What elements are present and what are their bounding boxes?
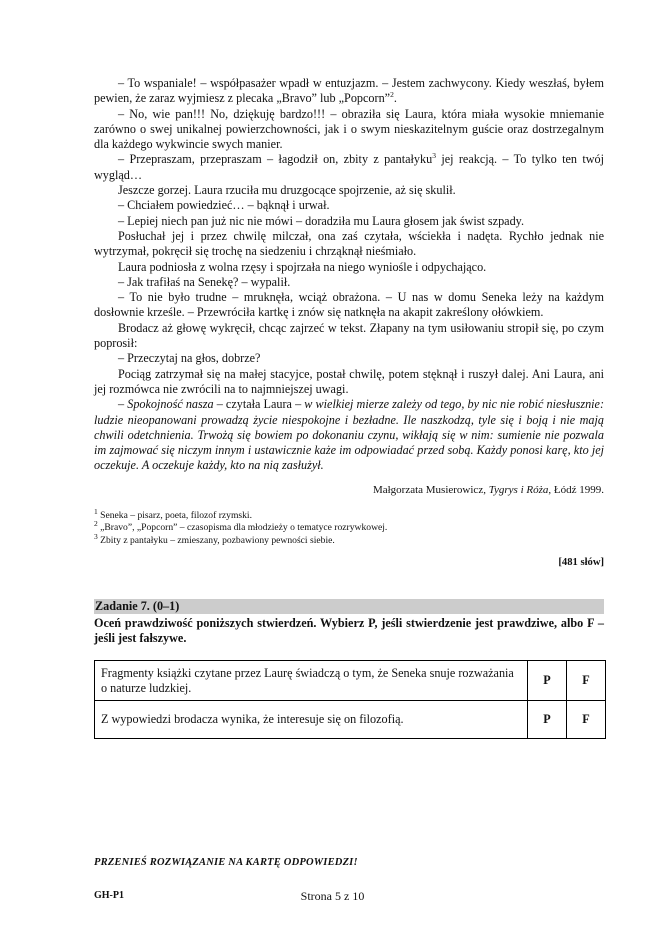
word-count: [481 słów]: [558, 557, 604, 569]
passage-paragraph: – To nie było trudne – mruknęła, wciąż obrażona. – U nas w domu Seneka leży na każdym dosłownie krześle. – Przewróciła kartkę i znów się natknęła na akapit zakreślony ołówkiem.: [94, 290, 604, 320]
passage-paragraph: Pociąg zatrzymał się na małej stacyjce, postał chwilę, potem stęknął i ruszył dalej. Ani Laura, ani jej rozmówca nie zwrócili na to najmniejszej uwagi.: [94, 366, 604, 396]
footnote: $^3$ Zbity z pantałyku – zmieszany, pozbawiony pewności siebie.: [94, 531, 335, 546]
table-row: [95, 661, 606, 701]
passage-paragraph: – Jak trafiłaś na Senekę? – wypalił.: [118, 274, 291, 289]
exam-code: GH-P1: [94, 890, 124, 901]
passage-paragraph: – To wspaniale! – współpasażer wpadł w entuzjazm. – Jestem zachwycony. Kiedy weszłaś, byłem pewien, że zaraz wyjmiesz z plecaka „Bravo” lub „Popcorn”$^2$.: [94, 76, 604, 106]
statement-cell: Z wypowiedzi brodacza wynika, że interesuje się on filozofią.: [95, 701, 528, 739]
option-f[interactable]: F: [567, 701, 606, 739]
page-number: Strona 5 z 10: [300, 889, 365, 903]
passage-paragraph: Jeszcze gorzej. Laura rzuciła mu druzgocące spojrzenie, aż się skulił.: [118, 183, 456, 198]
passage-paragraph: – Przepraszam, przepraszam – łagodził on, zbity z pantałyku$^3$ jej reakcją. – To tylko ten twój wygląd…: [94, 151, 605, 182]
footnote: $^1$ Seneka – pisarz, poeta, filozof rzymski.: [94, 506, 252, 522]
footnotes: [94, 506, 604, 547]
passage-paragraph: Laura podniosła z wolna rzęsy i spojrzała na niego wyniośle i odpychająco.: [118, 259, 487, 274]
passage-paragraph: – Przeczytaj na głos, dobrze?: [118, 351, 261, 366]
statement-cell: Fragmenty książki czytane przez Laurę świadczą o tym, że Seneka snuje rozważania o naturze ludzkiej.: [95, 661, 528, 701]
source-citation: Małgorzata Musierowicz, Tygrys i Róża, Łódź 1999.: [372, 483, 604, 496]
passage-paragraph: Brodacz aż głowę wykręcił, chcąc zajrzeć w tekst. Złapany na tym usiłowaniu stropił się, po czym poprosił:: [94, 320, 604, 351]
transfer-answer-note: PRZENIEŚ ROZWIĄZANIE NA KARTĘ ODPOWIEDZI!: [94, 857, 358, 868]
footnote: $^2$ „Bravo”, „Popcorn” – czasopisma dla młodzieży o tematyce rozrywkowej.: [94, 519, 388, 534]
option-f[interactable]: F: [567, 661, 606, 701]
table-row: [95, 701, 606, 739]
footnote-ref: 3: [432, 151, 436, 161]
footnote-ref: 2: [390, 90, 394, 100]
seneca-quote: – Spokojność nasza – czytała Laura – w wielkiej mierze zależy od tego, by nic nie robić niesłusznie: ludzie nieopanowani prowadzą życie niespokojne i bezładne. Ile naszkodzą, tyle się i boją i nie mają chwili odetchnienia. Trwożą się bowiem po dokonaniu czynu, wikłają się w nim: sumienie nie pozwala im zajmować się niczym innym i ustawicznie każe im odpowiadać przed sobą. Każdy ponosi karę, kto jej oczekuje. A oczekuje każdy, kto na nią zasłużył.: [94, 397, 605, 473]
true-false-table: [94, 660, 606, 739]
task-instruction: Oceń prawdziwość poniższych stwierdzeń. Wybierz P, jeśli stwierdzenie jest prawdziwe, albo F – jeśli jest fałszywe.: [94, 616, 604, 646]
passage-paragraph: – Chciałem powiedzieć… – bąknął i urwał.: [118, 198, 330, 213]
passage-paragraph: – No, wie pan!!! No, dziękuję bardzo!!! – obraziła się Laura, która miała wysokie mniemanie zarówno o swej unikalnej powierzchowności, jak i o swym nieskazitelnym guście oraz dostrzegalnym dla każdego wykwincie swych manier.: [94, 106, 604, 152]
passage-paragraph: – Lepiej niech pan już nic nie mówi – doradziła mu Laura głosem jak świst szpady.: [118, 213, 525, 228]
option-p[interactable]: P: [528, 661, 567, 701]
option-p[interactable]: P: [528, 701, 567, 739]
task-header: [94, 599, 604, 614]
passage-paragraph: Posłuchał jej i przez chwilę milczał, ona zaś czytała, wściekła i nadęta. Rychło jednak nie wytrzymał, pokręcił się trochę na siedzeniu i chrząknął nieśmiało.: [94, 228, 604, 259]
task-title: Zadanie 7. (0–1): [95, 599, 180, 613]
passage: [94, 76, 604, 571]
